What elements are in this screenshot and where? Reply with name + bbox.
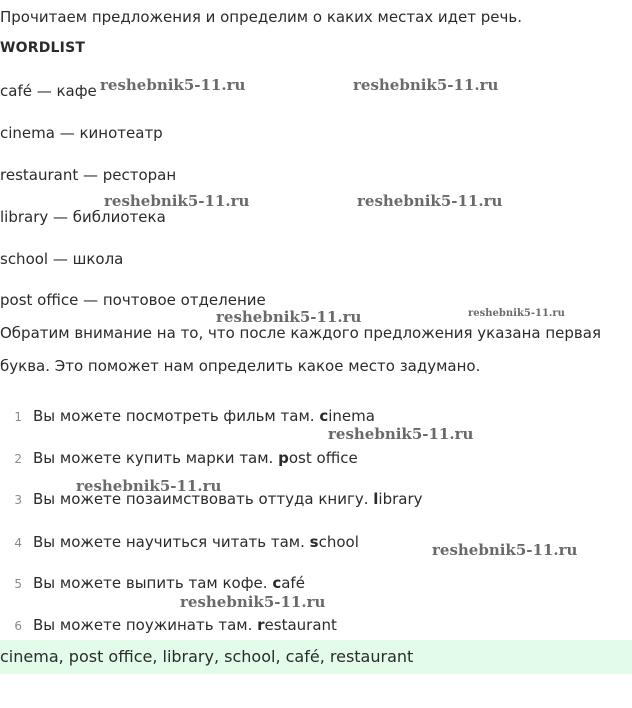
item-letter: c bbox=[272, 574, 282, 592]
wordlist-item: library — библиотека bbox=[0, 208, 166, 226]
item-number: 3 bbox=[14, 493, 22, 507]
watermark: reshebnik5-11.ru bbox=[432, 541, 578, 559]
item-number: 5 bbox=[14, 577, 22, 591]
item-text: Вы можете позаимствовать оттуда книгу. bbox=[33, 490, 369, 508]
watermark: reshebnik5-11.ru bbox=[104, 192, 250, 210]
item-number: 6 bbox=[14, 619, 22, 633]
list-item bbox=[0, 449, 358, 467]
intro-text: Прочитаем предложения и определим о каких местах идет речь. bbox=[0, 8, 522, 26]
watermark: reshebnik5-11.ru bbox=[353, 76, 499, 94]
wordlist-item: cinema — кинотеатр bbox=[0, 124, 163, 142]
item-letter: s bbox=[309, 533, 319, 551]
watermark: reshebnik5-11.ru bbox=[357, 192, 503, 210]
list-item bbox=[0, 407, 375, 425]
item-text: Вы можете поужинать там. bbox=[33, 616, 253, 634]
watermark: reshebnik5-11.ru bbox=[76, 477, 222, 495]
paragraph-line: Обратим внимание на то, что после каждого предложения указана первая bbox=[0, 324, 601, 342]
item-rest: inema bbox=[328, 407, 375, 425]
item-rest: chool bbox=[318, 533, 359, 551]
list-item bbox=[0, 616, 337, 634]
item-letter: r bbox=[257, 616, 265, 634]
wordlist-item: restaurant — ресторан bbox=[0, 166, 177, 184]
item-letter: l bbox=[373, 490, 379, 508]
list-item bbox=[0, 533, 359, 551]
watermark: reshebnik5-11.ru bbox=[216, 308, 362, 326]
answer-box: cinema, post office, library, school, café, restaurant bbox=[0, 640, 632, 674]
watermark: reshebnik5-11.ru bbox=[328, 425, 474, 443]
item-rest: ibrary bbox=[378, 490, 423, 508]
watermark: reshebnik5-11.ru bbox=[468, 308, 565, 319]
item-letter: c bbox=[319, 407, 329, 425]
item-number: 1 bbox=[14, 410, 22, 424]
item-text: Вы можете научиться читать там. bbox=[33, 533, 305, 551]
item-rest: estaurant bbox=[264, 616, 337, 634]
list-item bbox=[0, 574, 305, 592]
item-rest: afé bbox=[281, 574, 305, 592]
item-rest: ost office bbox=[288, 449, 358, 467]
wordlist-item: post office — почтовое отделение bbox=[0, 291, 266, 309]
item-text: Вы можете купить марки там. bbox=[33, 449, 274, 467]
item-number: 4 bbox=[14, 536, 22, 550]
wordlist-item: school — школа bbox=[0, 250, 124, 268]
item-letter: p bbox=[278, 449, 289, 467]
watermark: reshebnik5-11.ru bbox=[180, 593, 326, 611]
wordlist-title: WORDLIST bbox=[0, 40, 86, 56]
item-number: 2 bbox=[14, 452, 22, 466]
item-text: Вы можете выпить там кофе. bbox=[33, 574, 268, 592]
watermark: reshebnik5-11.ru bbox=[100, 76, 246, 94]
paragraph-line: буква. Это поможет нам определить какое место задумано. bbox=[0, 357, 481, 375]
item-text: Вы можете посмотреть фильм там. bbox=[33, 407, 315, 425]
wordlist-item: café — кафе bbox=[0, 82, 97, 100]
